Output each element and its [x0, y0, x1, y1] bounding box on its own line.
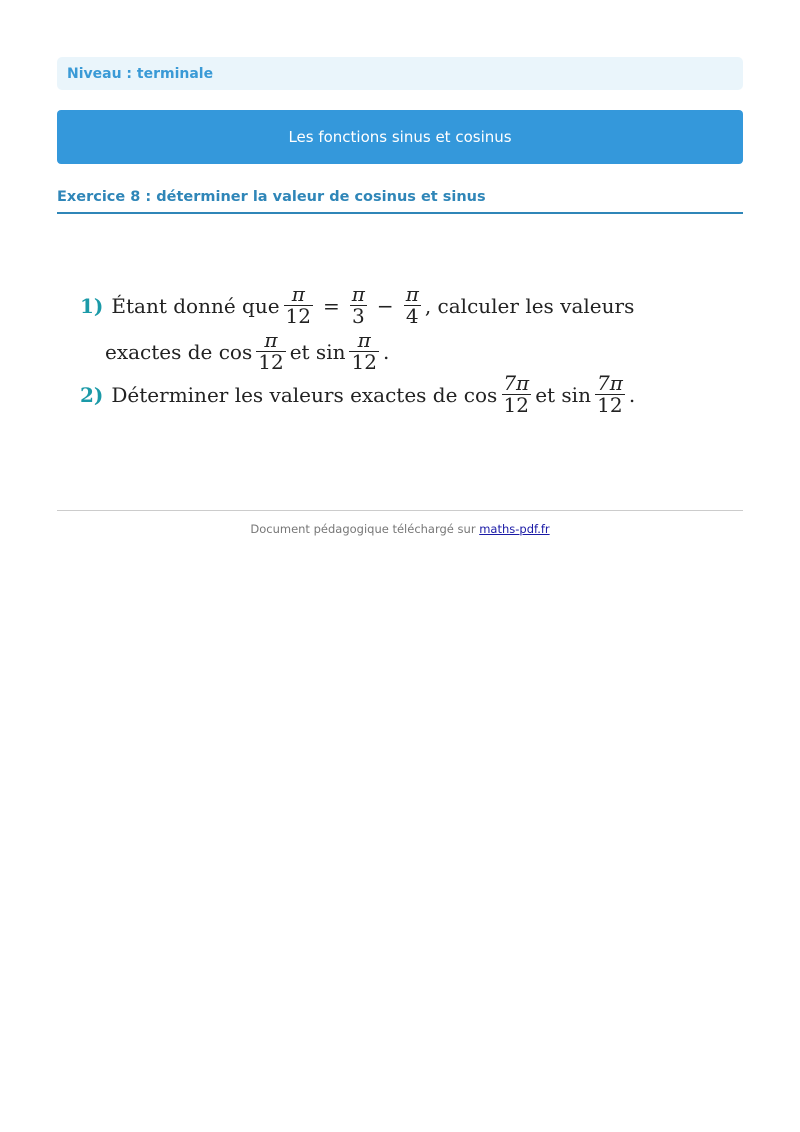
- question-1-intro: Étant donné que: [111, 293, 280, 318]
- denominator: 4: [405, 304, 419, 328]
- numerator: π: [351, 282, 365, 306]
- fraction-7pi-over-12: [595, 373, 625, 416]
- footer-link[interactable]: maths-pdf.fr: [479, 522, 550, 536]
- fraction-pi-over-4: [404, 284, 421, 327]
- page-title: Les fonctions sinus et cosinus: [288, 128, 512, 146]
- denominator: 12: [285, 304, 311, 328]
- footer-divider: [57, 510, 743, 511]
- numerator: π: [291, 282, 305, 306]
- question-1-line-2: [105, 330, 389, 373]
- fraction-7pi-over-12: [501, 373, 531, 416]
- numerator: π: [264, 328, 278, 352]
- question-2-end: .: [628, 382, 636, 407]
- question-1-after: , calculer les valeurs: [424, 293, 635, 318]
- question-1-number: 1): [80, 293, 104, 318]
- minus-sign: −: [376, 293, 394, 318]
- fraction-pi-over-12: [284, 284, 313, 327]
- footer: [57, 522, 743, 536]
- exercise-body: [80, 284, 720, 424]
- numerator: π: [405, 282, 419, 306]
- level-box: [57, 57, 743, 90]
- fraction-pi-over-3: [350, 284, 367, 327]
- question-2-line: [80, 373, 635, 416]
- question-2-number: 2): [80, 382, 104, 407]
- denominator: 12: [503, 393, 529, 417]
- fraction-pi-over-12: [349, 330, 378, 373]
- exercise-heading: [57, 186, 743, 214]
- denominator: 12: [597, 393, 623, 417]
- question-2-intro: Déterminer les valeurs exactes de cos: [111, 382, 498, 407]
- denominator: 12: [258, 350, 284, 374]
- denominator: 12: [351, 350, 377, 374]
- fraction-pi-over-12: [256, 330, 285, 373]
- question-1-line2-end: .: [382, 339, 390, 364]
- question-1-line2-start: exactes de cos: [105, 339, 253, 364]
- question-1-line-1: [80, 284, 634, 327]
- equals-sign: =: [323, 293, 340, 318]
- title-banner: [57, 110, 743, 164]
- numerator: 7π: [503, 371, 530, 395]
- numerator: 7π: [596, 371, 623, 395]
- exercise-title: Exercice 8 : déterminer la valeur de cosinus et sinus: [57, 189, 486, 205]
- footer-text: Document pédagogique téléchargé sur: [250, 522, 476, 536]
- level-label: Niveau : terminale: [67, 65, 214, 82]
- numerator: π: [357, 328, 371, 352]
- question-1-line2-mid: et sin: [289, 339, 346, 364]
- denominator: 3: [351, 304, 365, 328]
- question-2-mid: et sin: [535, 382, 591, 407]
